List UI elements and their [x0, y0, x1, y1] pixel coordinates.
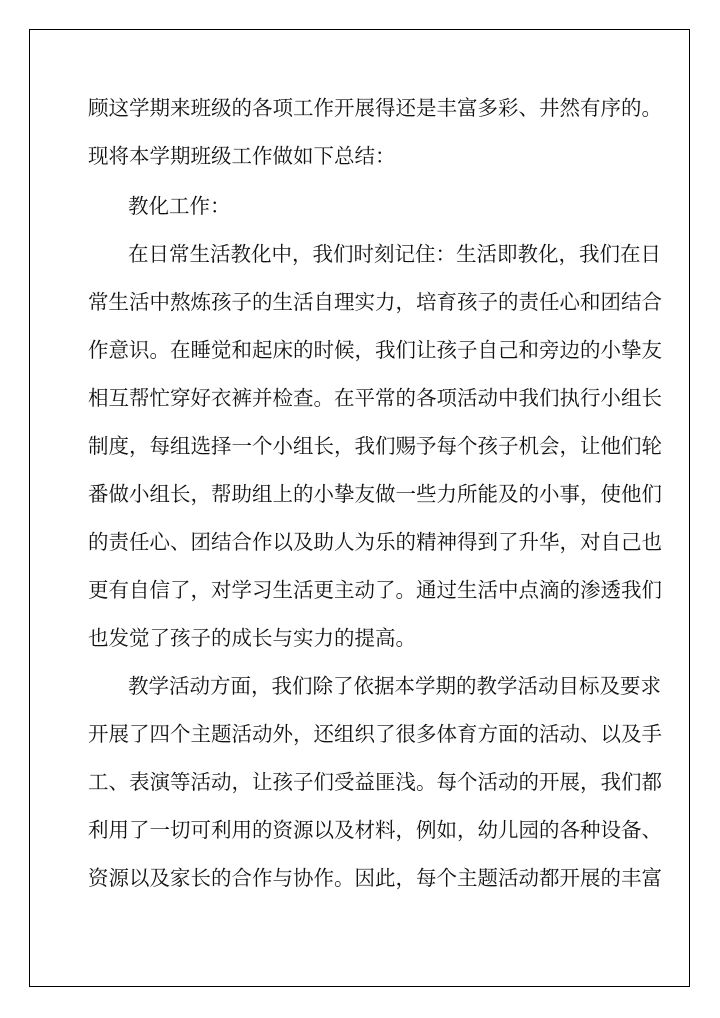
text-line-12: 也发觉了孩子的成长与实力的提高。	[88, 626, 416, 650]
text-line-6: 作意识。在睡觉和起床的时候，我们让孩子自己和旁边的小挚友	[88, 338, 662, 362]
text-line-4: 在日常生活教化中，我们时刻记住：生活即教化，我们在日	[128, 242, 661, 266]
text-line-5: 常生活中熬炼孩子的生活自理实力，培育孩子的责任心和团结合	[88, 290, 662, 314]
text-line-2: 现将本学期班级工作做如下总结：	[88, 144, 396, 168]
text-line-8: 制度，每组选择一个小组长，我们赐予每个孩子机会，让他们轮	[88, 434, 662, 458]
text-line-10: 的责任心、团结合作以及助人为乐的精神得到了升华，对自己也	[88, 530, 662, 554]
text-line-9: 番做小组长，帮助组上的小挚友做一些力所能及的小事，使他们	[88, 482, 662, 506]
text-line-1: 顾这学期来班级的各项工作开展得还是丰富多彩、井然有序的。	[88, 96, 662, 120]
text-line-15: 工、表演等活动，让孩子们受益匪浅。每个活动的开展，我们都	[88, 770, 662, 794]
text-line-14: 开展了四个主题活动外，还组织了很多体育方面的活动、以及手	[88, 722, 662, 746]
text-line-7: 相互帮忙穿好衣裤并检查。在平常的各项活动中我们执行小组长	[88, 386, 662, 410]
text-line-11: 更有自信了，对学习生活更主动了。通过生活中点滴的渗透我们	[88, 578, 662, 602]
text-line-16: 利用了一切可利用的资源以及材料，例如，幼儿园的各种设备、	[88, 818, 662, 842]
section-heading-education: 教化工作：	[128, 194, 231, 218]
text-line-17: 资源以及家长的合作与协作。因此，每个主题活动都开展的丰富	[88, 866, 662, 890]
text-line-13: 教学活动方面，我们除了依据本学期的教学活动目标及要求	[128, 674, 661, 698]
